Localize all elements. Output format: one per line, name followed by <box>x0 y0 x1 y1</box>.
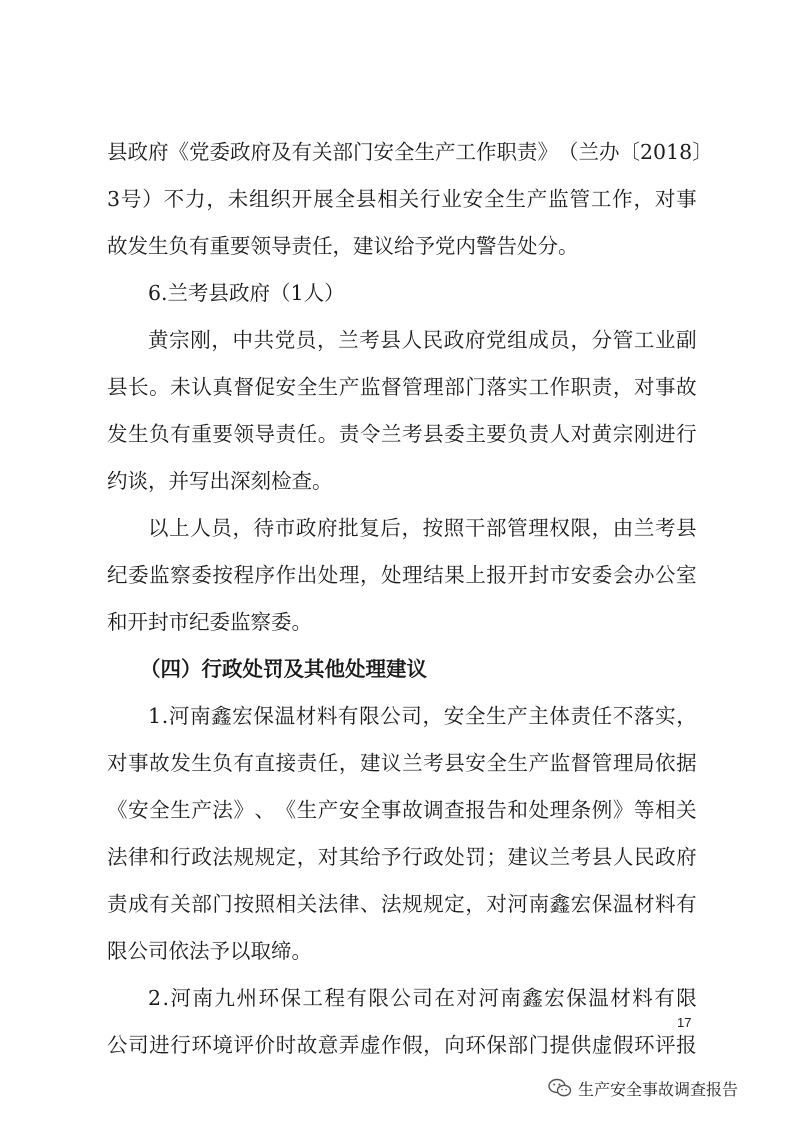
watermark <box>548 1075 738 1101</box>
text-line: 3 号 ） 不 力 ， 未 组 织 开 展 全 县 相 关 行 业 安 全 生 产 监 管 工 作 ， 对 事 <box>107 187 697 211</box>
text-line: 以 上 人 员 ， 待 市 政 府 批 复 后 ， 按 照 干 部 管 理 权 限 ， 由 兰 考 县 <box>148 516 697 540</box>
page-number: 17 <box>677 1015 692 1030</box>
text-line: 约谈，并写出深刻检查。 <box>107 469 333 493</box>
watermark-text: 生产安全事故调查报告 <box>578 1079 739 1099</box>
text-line: 和开封市纪委监察委。 <box>107 610 312 634</box>
section-subheading: 6.兰考县政府（1人） <box>148 281 345 305</box>
text-line: 黄 宗 刚 ， 中 共 党 员 ， 兰 考 县 人 民 政 府 党 组 成 员 ， 分 管 工 业 副 <box>148 328 697 352</box>
text-line: 故发生负有重要领导责任，建议给予党内警告处分。 <box>107 234 579 258</box>
text-line: 发 生 负 有 重 要 领 导 责 任 。 责 令 兰 考 县 委 主 要 负 责 人 对 黄 宗 刚 进 行 <box>107 422 697 446</box>
text-line: 县 政 府 《 党 委 政 府 及 有 关 部 门 安 全 生 产 工 作 职 责 》 （ 兰 办 〔 2 0 1 8 〕 <box>107 140 713 164</box>
text-line: 县 长 。 未 认 真 督 促 安 全 生 产 监 督 管 理 部 门 落 实 工 作 职 责 ， 对 事 故 <box>107 375 697 399</box>
text-line: 限公司依法予以取缔。 <box>107 939 312 963</box>
text-line: 纪 委 监 察 委 按 程 序 作 出 处 理 ， 处 理 结 果 上 报 开 封 市 安 委 会 办 公 室 <box>107 563 697 587</box>
text-line: 《 安 全 生 产 法 》 、 《 生 产 安 全 事 故 调 查 报 告 和 处 理 条 例 》 等 相 关 <box>107 798 697 822</box>
text-line: 责 成 有 关 部 门 按 照 相 关 法 律 、 法 规 规 定 ， 对 河 南 鑫 宏 保 温 材 料 有 <box>107 892 697 916</box>
text-line: 1 . 河 南 鑫 宏 保 温 材 料 有 限 公 司 ， 安 全 生 产 主 体 责 任 不 落 实 ， <box>148 704 697 728</box>
text-line: 法 律 和 行 政 法 规 规 定 ， 对 其 给 予 行 政 处 罚 ； 建 议 兰 考 县 人 民 政 府 <box>107 845 697 869</box>
text-line: 2 . 河 南 九 州 环 保 工 程 有 限 公 司 在 对 河 南 鑫 宏 保 温 材 料 有 限 <box>148 986 697 1010</box>
wechat-icon <box>548 1078 572 1098</box>
section-heading: （四）行政处罚及其他处理建议 <box>140 657 427 681</box>
text-line: 公 司 进 行 环 境 评 价 时 故 意 弄 虚 作 假 ， 向 环 保 部 门 提 供 虚 假 环 评 报 <box>107 1033 697 1057</box>
text-line: 对 事 故 发 生 负 有 直 接 责 任 ， 建 议 兰 考 县 安 全 生 产 监 督 管 理 局 依 据 <box>107 751 697 775</box>
